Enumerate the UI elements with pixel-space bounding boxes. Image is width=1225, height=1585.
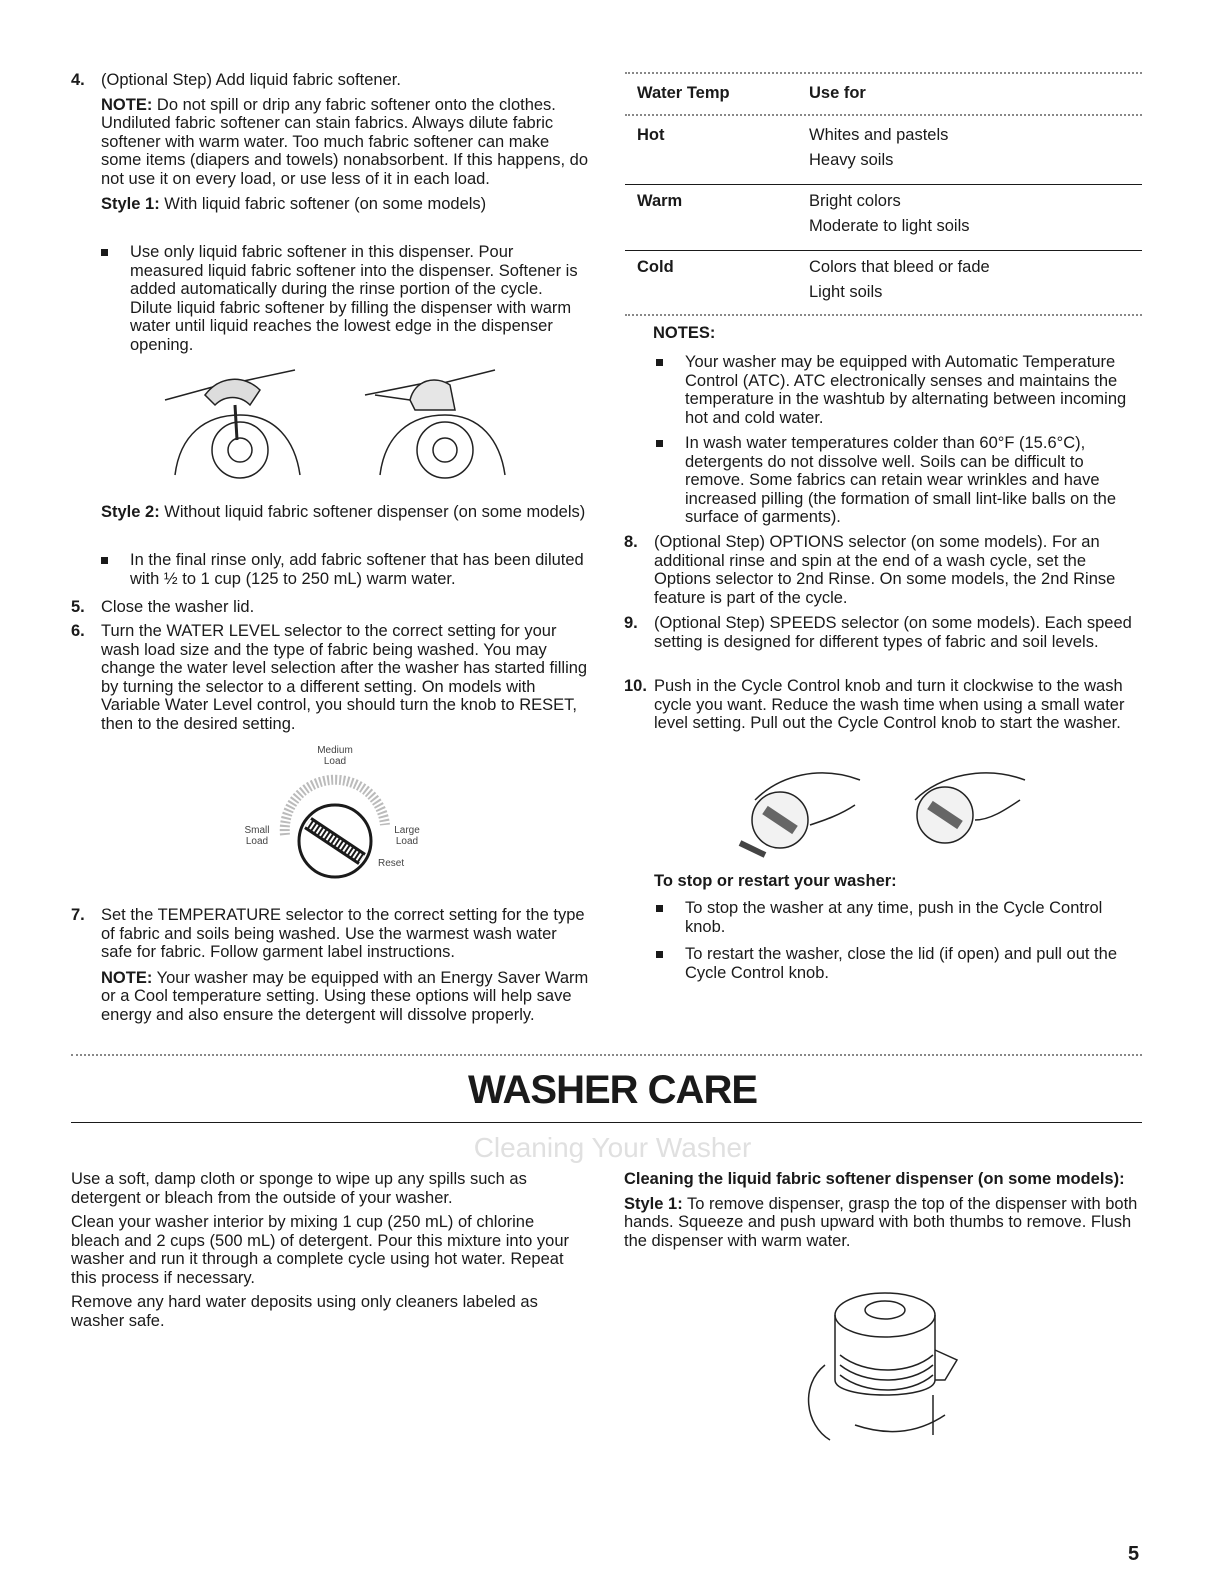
table-row — [625, 192, 1142, 242]
step-text: (Optional Step) Add liquid fabric softener. — [101, 71, 401, 89]
table-row — [625, 258, 1142, 308]
step-text: (Optional Step) SPEEDS selector (on some models). Each speed setting is designed for different types of fabric and soil levels. — [654, 614, 1132, 651]
dial-label-medium: Medium Load — [317, 745, 353, 767]
note-paragraph — [101, 96, 591, 189]
use-cell: Colors that bleed or fade — [809, 258, 990, 276]
stop-restart-heading: To stop or restart your washer: — [654, 872, 897, 890]
stop-bullet — [656, 899, 1142, 936]
care-paragraph: Use a soft, damp cloth or sponge to wipe up any spills such as detergent or bleach from the outside of your washer. — [71, 1170, 527, 1207]
table-header-rule — [625, 114, 1142, 116]
step-number: 5. — [71, 598, 85, 616]
use-cell: Bright colors — [809, 192, 901, 210]
header-use-for: Use for — [809, 84, 866, 102]
style-2-label: Style 2: — [101, 503, 160, 521]
row-divider — [625, 250, 1142, 251]
step-10 — [624, 677, 1144, 733]
row-divider — [625, 184, 1142, 185]
step-9 — [624, 614, 1144, 651]
bullet-text: Your washer may be equipped with Automatic Temperature Control (ATC). ATC electronically senses and maintains the temperature in the washtub by alternating between incoming hot and cold water. — [685, 353, 1127, 427]
step-6 — [71, 622, 591, 733]
step-number: 6. — [71, 622, 85, 640]
bullet-text: In the final rinse only, add fabric softener that has been diluted with ½ to 1 cup (125 to 250 mL) warm water. — [130, 551, 584, 588]
style-1-text: To remove dispenser, grasp the top of the dispenser with both hands. Squeeze and push upward with both thumbs to remove. Flush the dispenser with warm water. — [624, 1194, 1138, 1250]
bullet-text: Use only liquid fabric softener in this dispenser. Pour measured liquid fabric softener into the dispenser. Softener is added automatically during the rinse portion of the cycle. Dilute liquid fabric softener by filling the dispenser with warm water until liquid reaches the lowest edge in the dispenser opening. — [130, 243, 578, 354]
step-5 — [71, 598, 591, 617]
note-paragraph — [101, 969, 591, 1025]
temp-cell: Cold — [637, 258, 674, 276]
style-1-bullet — [101, 243, 591, 354]
cleaning-subtitle: Cleaning Your Washer — [473, 1132, 752, 1163]
dial-label-reset: Reset — [378, 858, 405, 869]
temp-cell: Hot — [637, 126, 665, 144]
step-7 — [71, 906, 591, 1024]
cycle-knob-illustration — [735, 765, 1045, 860]
dispenser-heading: Cleaning the liquid fabric softener dispenser (on some models): — [624, 1170, 1125, 1188]
temp-cell: Warm — [637, 192, 683, 210]
step-text: (Optional Step) OPTIONS selector (on some models). For an additional rinse and spin at the end of a wash cycle, set the Options selector to 2nd Rinse. On some models, the 2nd Rinse feature is part of the cycle. — [654, 533, 1116, 607]
step-number: 8. — [624, 533, 638, 551]
dial-knob-icon — [240, 745, 430, 885]
bullet-marker — [656, 359, 663, 366]
page-number: 5 — [1128, 1543, 1140, 1565]
style-1-label: Style 1: — [101, 195, 160, 213]
use-cell: Heavy soils — [809, 151, 894, 169]
step-number: 4. — [71, 71, 85, 89]
bullet-text: In wash water temperatures colder than 60°F (15.6°C), detergents do not dissolve well. Soils can be difficult to remove. Some fabrics can retain wear wrinkles and have increased pilling (the formation of small lint-like balls on the surface of garments). — [685, 434, 1117, 526]
dial-label-small: Small Load — [244, 825, 270, 847]
step-4 — [71, 71, 591, 214]
note-label: NOTE: — [101, 95, 153, 114]
style-2-text: Without liquid fabric softener dispenser (on some models) — [159, 503, 586, 521]
care-right-column — [624, 1170, 1142, 1250]
style-2-bullet — [101, 551, 591, 588]
step-8 — [624, 533, 1144, 607]
title-underline — [71, 1122, 1142, 1123]
note-text: Your washer may be equipped with an Energy Saver Warm or a Cool temperature setting. Using these options will help save energy and also ensure the detergent will dissolve properly. — [101, 968, 589, 1024]
note-bullet — [656, 434, 1142, 527]
use-cell: Light soils — [809, 283, 883, 301]
washer-care-title: WASHER CARE — [467, 1068, 758, 1112]
bullet-marker — [101, 249, 108, 256]
note-text: Do not spill or drip any fabric softener onto the clothes. Undiluted fabric softener can stain fabrics. Always dilute fabric softener with warm water. Too much fabric softener can make some items (diapers and towels) nonabsorbent. If this happens, do not use it on every load, or use less of it in each load. — [101, 95, 589, 188]
dispenser-illustration — [795, 1285, 970, 1445]
step-text: Push in the Cycle Control knob and turn it clockwise to the wash cycle you want. Reduce the wash time when using a small water level setting. Pull out the Cycle Control knob to start the washer. — [654, 677, 1125, 732]
table-bottom-rule — [625, 314, 1142, 316]
style-1-line — [101, 195, 591, 214]
step-number: 10. — [624, 677, 647, 695]
table-row — [625, 126, 1142, 176]
style-1-label: Style 1: — [624, 1194, 683, 1213]
bullet-marker — [656, 951, 663, 958]
table-top-rule — [625, 72, 1142, 74]
style-1-text: With liquid fabric softener (on some models) — [159, 195, 487, 213]
header-water-temp: Water Temp — [637, 84, 730, 102]
style-2-line — [101, 503, 591, 522]
care-left-column — [71, 1170, 586, 1330]
section-divider — [71, 1054, 1142, 1056]
step-text: Turn the WATER LEVEL selector to the correct setting for your wash load size and the type of fabric being washed. You may change the water level selection after the washer has started filling by turning the selector to a different setting. On models with Variable Water Level control, you should turn the knob to RESET, then to the desired setting. — [101, 622, 588, 733]
bullet-marker — [101, 557, 108, 564]
water-level-dial — [240, 745, 430, 885]
softener-pour-illustration — [165, 365, 515, 490]
bullet-marker — [656, 440, 663, 447]
notes-heading: NOTES: — [653, 324, 716, 342]
step-number: 7. — [71, 906, 85, 924]
note-label: NOTE: — [101, 968, 153, 987]
step-text: Set the TEMPERATURE selector to the correct setting for the type of fabric and soils being washed. Use the warmest wash water safe for fabric. Follow garment label instructions. — [101, 906, 585, 961]
step-text: Close the washer lid. — [101, 598, 255, 616]
bullet-text: To restart the washer, close the lid (if open) and pull out the Cycle Control knob. — [685, 945, 1117, 982]
note-bullet — [656, 353, 1142, 427]
use-cell: Whites and pastels — [809, 126, 949, 144]
step-number: 9. — [624, 614, 638, 632]
bullet-marker — [656, 905, 663, 912]
restart-bullet — [656, 945, 1142, 982]
dial-label-large: Large Load — [394, 825, 420, 847]
care-paragraph: Clean your washer interior by mixing 1 cup (250 mL) of chlorine bleach and 2 cups (500 mL) of detergent. Pour this mixture into your washer and run it through a complete cycle using hot water. Repeat this process if necessary. — [71, 1213, 570, 1287]
use-cell: Moderate to light soils — [809, 217, 970, 235]
bullet-text: To stop the washer at any time, push in the Cycle Control knob. — [685, 899, 1103, 936]
care-paragraph: Remove any hard water deposits using only cleaners labeled as washer safe. — [71, 1293, 538, 1330]
